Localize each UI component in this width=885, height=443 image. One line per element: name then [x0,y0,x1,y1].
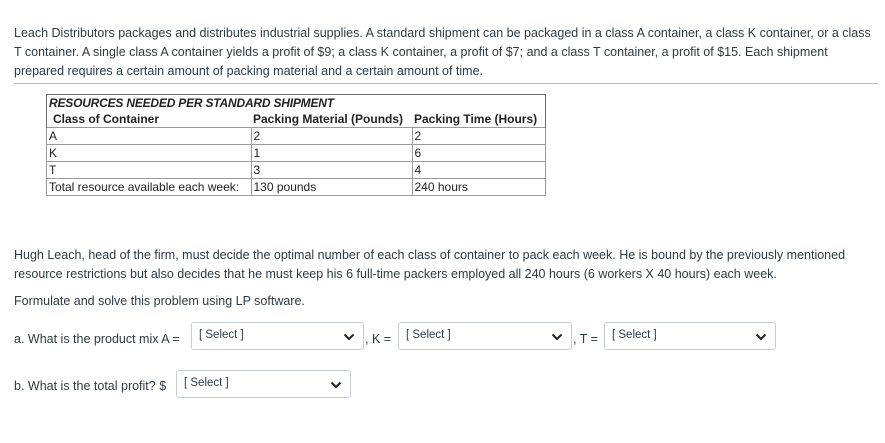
table-cell: A [47,128,252,145]
t-label: , T = [573,332,598,346]
table-cell: 6 [412,145,545,162]
k-label: , K = [365,332,392,346]
header-class: Class of Container [47,111,252,128]
table-row [47,128,546,145]
product-mix-a-select[interactable] [191,322,364,350]
table-cell: 2 [412,128,545,145]
product-mix-k-select[interactable] [398,322,572,350]
table-row [47,145,546,162]
select-value: [ Select ] [199,329,244,341]
table-caption: RESOURCES NEEDED PER STANDARD SHIPMENT [47,95,546,112]
table-row [47,179,546,196]
chevron-down-icon [330,380,342,390]
table-row [47,162,546,179]
header-material: Packing Material (Pounds) [253,112,404,126]
chevron-down-icon [343,332,355,342]
header-time: Packing Time (Hours) [412,111,545,128]
table-cell: 4 [412,162,545,179]
table-cell: 1 [251,145,412,162]
chevron-down-icon [551,332,563,342]
select-value: [ Select ] [184,377,229,389]
product-mix-t-select[interactable] [604,322,776,350]
select-value: [ Select ] [612,329,657,341]
resources-table [46,94,546,196]
decision-paragraph: Hugh Leach, head of the firm, must decide the optimal number of each class of container to pack each week. He is bound by the previously mentioned resource restrictions but also decides that he must keep his 6 full-time packers employed all 240 hours (6 workers X 40 hours) each week. [14,248,846,281]
instruction-paragraph: Formulate and solve this problem using LP software. [14,294,305,308]
question-b-label: b. What is the total profit? $ [14,379,167,393]
intro-paragraph: Leach Distributors packages and distributes industrial supplies. A standard shipment can be packaged in a class A container, a class K container, or a class T container. A single class A container yields a profit of $9; a class K container, a profit of $7; and a class T container, a profit of $15. Each shipment prepared requires a certain amount of packing material and a certain amount of time. [14,26,871,78]
table-cell: K [47,145,252,162]
table-cell: 240 hours [412,179,545,196]
table-header-row [47,111,546,128]
chevron-down-icon [755,332,767,342]
table-cell: T [47,162,252,179]
table-cell: 3 [251,162,412,179]
select-value: [ Select ] [406,329,451,341]
table-cell: 130 pounds [251,179,412,196]
divider [14,83,878,84]
question-a-label: a. What is the product mix A = [14,332,180,346]
table-cell: 2 [251,128,412,145]
table-cell: Total resource available each week: [47,179,252,196]
total-profit-select[interactable] [176,370,351,398]
